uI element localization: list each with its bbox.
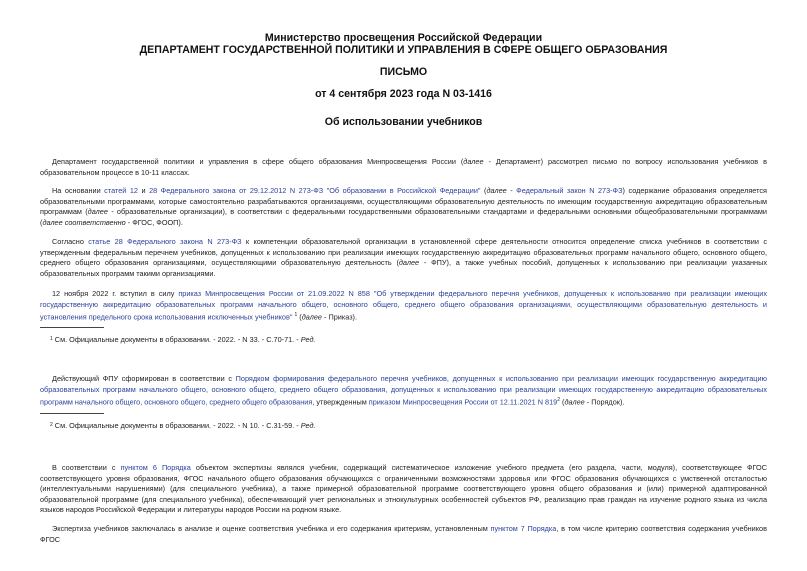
link-procedure[interactable]: Порядком формирования федерального перечня учебников, допущенных к использованию при реализации имеющих государственную аккредитацию образовательных программ начального общего, основного общего, среднего общего образования, допущенных к использованию при реализации имеющих государственную аккредитацию образовательных программ начального общего, основного общего, среднего общего образования <box>40 374 767 407</box>
footnote-ref-2: 2 <box>557 397 560 403</box>
footnote-separator-1 <box>40 327 104 328</box>
link-point-6-procedure[interactable]: пунктом 6 Порядка <box>120 463 191 472</box>
link-article-28[interactable]: статье 28 Федерального закона N 273-ФЗ <box>88 237 242 246</box>
link-order-858[interactable]: приказ Минпросвещения России от 21.09.2022 N 858 "Об утверждении федерального перечня учебников, допущенных к использованию при реализации имеющих государственную аккредитацию образовательных программ начального общего, основного общего, среднего общего образования организациями, осуществляющими образовательную деятельность и установления предельного срока использования исключенных учебников" <box>40 289 767 322</box>
link-order-819[interactable]: приказом Минпросвещения России от 12.11.2021 N 819 <box>368 397 558 407</box>
footnote-ref-1: 1 <box>294 312 298 318</box>
paragraph-1: Департамент государственной политики и управления в сфере общего образования Минпросвещения России (далее - Департамент) рассмотрел письмо по вопросу использования учебников в образовательном процессе в 10-11 классах. <box>40 157 767 177</box>
paragraph-2: На основании статей 12 и 28 Федерального закона от 29.12.2012 N 273-ФЗ "Об образовании в Российской Федерации" (далее - Федеральный закон N 273-ФЗ) содержание образования определяется образовательными программами, которые самостоятельно разрабатываются организациями, осуществляющими образовательную деятельность по имеющим государственную аккредитацию образовательным программам (далее - образовательные организации), в соответствии с федеральными государственными образовательными стандартами и федеральными основными общеобразовательными программами (далее соответственно - ФГОС, ФООП). <box>40 186 767 227</box>
paragraph-5: Действующий ФПУ сформирован в соответствии с Порядком формирования федерального перечня учебников, допущенных к использованию при реализации имеющих государственную аккредитацию образовательных программ начального общего, основного общего, среднего общего образования, допущенных к использованию при реализации имеющих государственную аккредитацию образовательных программ начального общего, основного общего, среднего общего образования, утвержденным приказом Минпросвещения России от 12.11.2021 N $819^2$ (далее - Порядок). <box>40 374 767 407</box>
paragraph-3: Согласно статье 28 Федерального закона N 273-ФЗ к компетенции образовательной организации в установленной сфере деятельности относится определение списка учебников в соответствии с утвержденным федеральным перечнем учебников, допущенных к использованию при реализации имеющих государственную аккредитацию образовательных программ начального общего, основного общего, среднего общего образования организациями, осуществляющими образовательную деятельность (далее - ФПУ), а также учебных пособий, допущенных к использованию при реализации указанных образовательных программ такими организациями. <box>40 237 767 278</box>
link-federal-law-273[interactable]: 28 Федерального закона от 29.12.2012 N 273-ФЗ "Об образовании в Российской Федерации" <box>149 186 481 195</box>
paragraph-7: Экспертиза учебников заключалась в анализе и оценке соответствия учебника и его содержания критериям, установленным пунктом 7 Порядка, в том числе критерию соответствия содержания учебников ФГОС <box>40 524 767 544</box>
paragraph-6: В соответствии с пунктом 6 Порядка объектом экспертизы являлся учебник, содержащий систематическое изложение учебного предмета (его раздела, части, модуля), соответствующее ФГОС соответствующего уровня образования, ФГОС начального общего образования обучающихся с ограниченными возможностями здоровья или ФГОС образования обучающихся с умственной отсталостью (интеллектуальными нарушениями) (для специального учебника), а также примерной образовательной программе соответствующего уровня общего образования и (или) примерной адаптированной образовательной программе (для специального учебника), обеспечивающий учет региональных и этнокультурных особенностей субъектов РФ, реализацию прав граждан на изучение родного языка из числа языков народов Российской Федерации и литературы народов России на родном языке. <box>40 463 767 514</box>
department-name: ДЕПАРТАМЕНТ ГОСУДАРСТВЕННОЙ ПОЛИТИКИ И УПРАВЛЕНИЯ В СФЕРЕ ОБЩЕГО ОБРАЗОВАНИЯ <box>139 44 668 56</box>
link-article-12[interactable]: статей 12 <box>104 186 138 195</box>
document-subject: Об использовании учебников <box>324 116 483 128</box>
paragraph-4: 12 ноября 2022 г. вступил в силу приказ Минпросвещения России от 21.09.2022 N 858 "Об утверждении федерального перечня учебников, допущенных к использованию при реализации имеющих государственную аккредитацию образовательных программ начального общего, основного общего, среднего общего образования организациями, осуществляющими образовательную деятельность и установления предельного срока использования исключенных учебников" $^1$ (далее - Приказ). <box>40 289 767 322</box>
ministry-name: Министерство просвещения Российской Федерации <box>264 32 543 44</box>
document-type: ПИСЬМО <box>379 66 428 78</box>
footnote-2: $^2$ См. Официальные документы в образовании. - 2022. - N 10. - С.31-59. - Ред. <box>50 421 316 430</box>
link-federal-law-273-short[interactable]: Федеральный закон N 273-ФЗ <box>516 186 623 195</box>
footnote-separator-2 <box>40 413 104 414</box>
link-point-7-procedure[interactable]: пунктом 7 Порядка <box>490 524 557 533</box>
footnote-1: $^1$ См. Официальные документы в образовании. - 2022. - N 33. - С.70-71. - Ред. <box>50 335 316 344</box>
document-date-number: от 4 сентября 2023 года N 03-1416 <box>315 88 492 100</box>
